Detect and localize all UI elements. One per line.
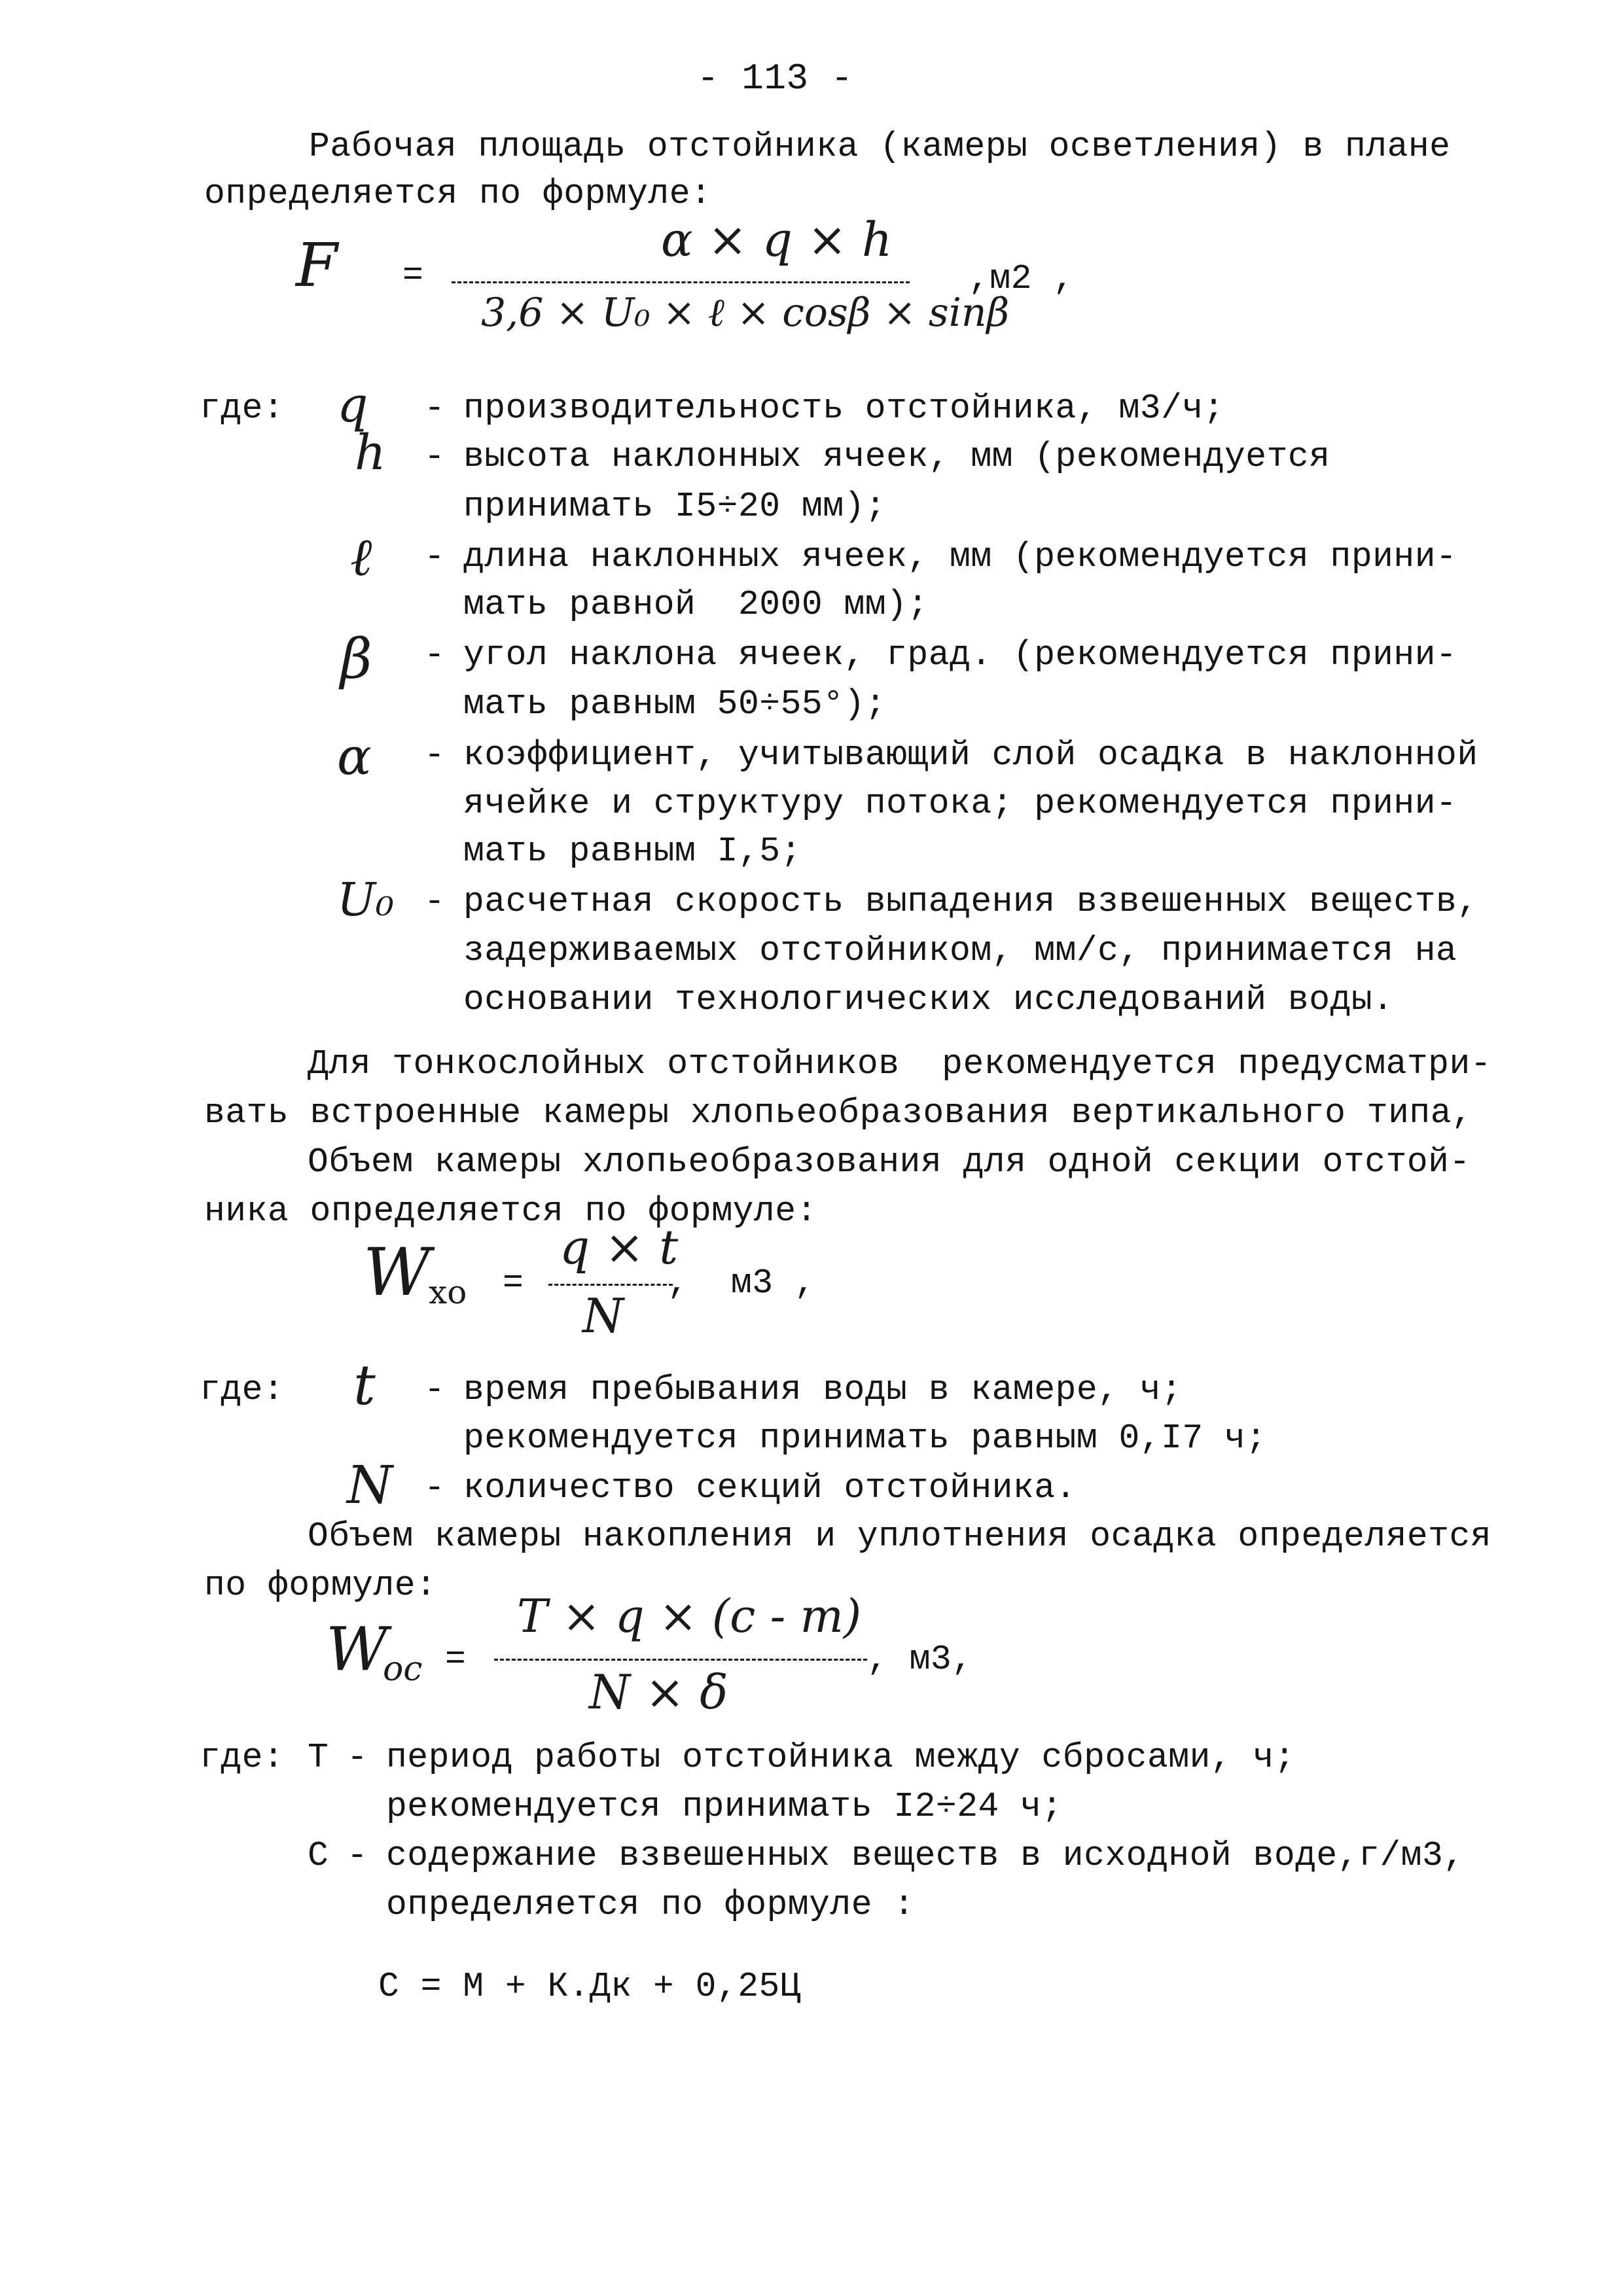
where-label-3: где: — [200, 1738, 285, 1777]
symbol-C: С — [308, 1836, 329, 1875]
formula-floc-denominator: N — [582, 1288, 624, 1343]
def-dash: - — [347, 1836, 368, 1875]
def-dash: - — [424, 882, 446, 921]
para-thin-layer-line-1: Для тонкослойных отстойников рекомендуется предусматри- — [308, 1044, 1492, 1084]
def-dash: - — [424, 735, 446, 775]
def-dash: - — [424, 1370, 446, 1409]
formula-area-denominator: 3,6 × U₀ × ℓ × cosβ × sinβ — [481, 290, 1010, 336]
def-beta-line-2: мать равным 50÷55°); — [463, 684, 887, 724]
para-sediment-line-2: по формуле: — [204, 1566, 437, 1605]
formula-area-eq: = — [402, 256, 424, 295]
def-C-line-1: содержание взвешенных веществ в исходной воде,г/м3, — [386, 1836, 1465, 1875]
formula-sediment-lhs-sub: ос — [383, 1650, 423, 1689]
symbol-alpha: α — [337, 728, 372, 786]
symbol-beta: β — [340, 627, 372, 691]
symbol-q: q — [337, 377, 368, 433]
para-floc-line-2: ника определяется по формуле: — [204, 1192, 817, 1231]
intro-line-2: определяется по формуле: — [204, 174, 712, 213]
formula-area-numerator: α × q × h — [661, 212, 893, 267]
para-sediment-line-1: Объем камеры накопления и уплотнения осадка определяется — [308, 1517, 1492, 1556]
formula-sediment-fraction-line — [494, 1659, 867, 1661]
formula-area-fraction-line — [452, 281, 910, 283]
def-n-line-1: количество секций отстойника. — [463, 1468, 1077, 1508]
def-T-line-1: период работы отстойника между сбросами, ч; — [386, 1738, 1296, 1777]
formula-floc-numerator: q × t — [560, 1220, 679, 1275]
def-l-line-2: мать равной 2000 мм); — [463, 585, 929, 624]
formula-sediment-eq: = — [445, 1640, 467, 1679]
def-u0-line-3: основании технологических исследований воды. — [463, 980, 1394, 1019]
para-thin-layer-line-2: вать встроенные камеры хлопьеобразования вертикального типа, — [204, 1093, 1473, 1133]
def-u0-line-1: расчетная скорость выпадения взвешенных веществ, — [463, 882, 1478, 921]
def-beta-line-1: угол наклона ячеек, град. (рекомендуется прини- — [463, 635, 1457, 675]
symbol-t: t — [353, 1353, 376, 1417]
para-floc-line-1: Объем камеры хлопьеобразования для одной секции отстой- — [308, 1142, 1471, 1182]
def-dash: - — [347, 1738, 368, 1777]
def-alpha-line-2: ячейке и структуру потока; рекомендуется прини- — [463, 784, 1457, 823]
def-t-line-2: рекомендуется принимать равным 0,I7 ч; — [463, 1419, 1267, 1458]
symbol-T: Т — [308, 1738, 329, 1777]
formula-floc-lhs: W — [363, 1234, 431, 1311]
where-label-2: где: — [200, 1370, 285, 1409]
symbol-u0: U₀ — [337, 873, 395, 927]
def-T-line-2: рекомендуется принимать I2÷24 ч; — [386, 1787, 1063, 1826]
def-dash: - — [424, 537, 446, 576]
def-q-line-1: производительность отстойника, м3/ч; — [463, 389, 1224, 428]
def-l-line-1: длина наклонных ячеек, мм (рекомендуется прини- — [463, 537, 1457, 576]
formula-sediment-lhs: W — [326, 1614, 388, 1684]
symbol-l: ℓ — [350, 527, 372, 588]
formula-sediment-numerator: T × q × (c - m) — [517, 1589, 862, 1643]
formula-sediment-denominator: N × δ — [589, 1665, 728, 1720]
formula-area-lhs: F — [296, 230, 338, 300]
formula-floc-lhs-sub: хо — [429, 1273, 467, 1311]
def-C-line-2: определяется по формуле : — [386, 1885, 915, 1924]
def-u0-line-2: задерживаемых отстойником, мм/с, принимается на — [463, 931, 1457, 970]
symbol-h: h — [355, 425, 386, 481]
def-alpha-line-3: мать равным I,5; — [463, 832, 802, 871]
intro-line-1: Рабочая площадь отстойника (камеры осветления) в плане — [309, 127, 1451, 166]
formula-floc-unit: , м3 , — [668, 1263, 816, 1303]
page-number: - 113 - — [697, 58, 853, 99]
formula-c: С = М + К.Дк + 0,25Ц — [378, 1967, 802, 2006]
formula-sediment-unit: , м3, — [867, 1640, 973, 1679]
where-label-1: где: — [200, 389, 285, 428]
def-t-line-1: время пребывания воды в камере, ч; — [463, 1370, 1183, 1409]
formula-area-unit: ,м2 , — [969, 259, 1075, 298]
def-dash: - — [424, 389, 446, 428]
formula-floc-fraction-line — [548, 1284, 673, 1286]
def-alpha-line-1: коэффициент, учитывающий слой осадка в наклонной — [463, 735, 1478, 775]
def-h-line-2: принимать I5÷20 мм); — [463, 487, 887, 526]
formula-floc-eq: = — [503, 1263, 524, 1303]
symbol-n: N — [347, 1455, 393, 1515]
def-dash: - — [424, 635, 446, 675]
def-h-line-1: высота наклонных ячеек, мм (рекомендуется — [463, 437, 1330, 476]
def-dash: - — [424, 437, 446, 476]
def-dash: - — [424, 1468, 446, 1508]
